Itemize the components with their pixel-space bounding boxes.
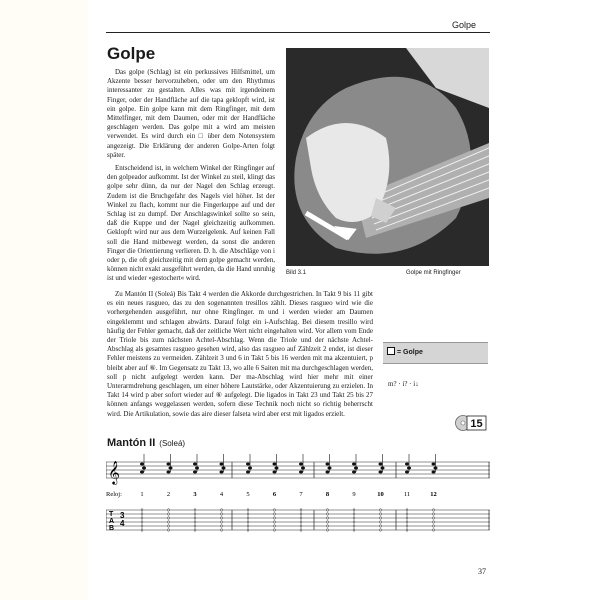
- chord-note: [326, 471, 330, 474]
- tab-fret: 0: [273, 515, 276, 521]
- header-rule: [106, 32, 490, 33]
- tab-fret: 0: [299, 519, 303, 525]
- chord-note: [379, 471, 383, 474]
- chord-note: [352, 463, 356, 466]
- tab-fret: 0: [220, 527, 223, 533]
- figure-caption: Golpe mit Ringfinger: [406, 270, 461, 276]
- paragraph-1: Das golpe (Schlag) ist ein perkussives Hilfsmittel, um Akzente besser hervorzuheben, oder um den Rhythmus interessanter zu gestalten. Alles was mit irgendeinem Finger, oder der Handfläche auf die tapa geklopft wird, ist ein golpe. Ein golpe kann mit dem Ringfinger, mit dem Mittelfinger, mit dem Daumen, oder mit der Handfläche geschlagen werden. Das golpe mit a wird am meisten verwendet. Es wird durch ein □ über dem Notensystem angezeigt. Die Erklärung der anderen Golpe-Arten folgt später.: [107, 68, 275, 159]
- tab-fret: 0: [352, 523, 356, 529]
- reloj-count: 10: [377, 491, 384, 498]
- tab-fret: 0: [273, 511, 276, 517]
- tab-fret: 0: [193, 515, 197, 521]
- tab-fret: 0: [220, 511, 223, 517]
- tab-fret: 0: [167, 519, 170, 525]
- tab-fret: 0: [432, 515, 435, 521]
- golpe-legend: = Golpe: [387, 347, 423, 356]
- reloj-count: 9: [352, 491, 356, 498]
- tab-letter: T: [109, 511, 114, 518]
- chord-note: [273, 471, 277, 474]
- tab-fret: 0: [246, 519, 250, 525]
- chord-note: [220, 463, 224, 466]
- tab-fret: 0: [140, 519, 144, 525]
- tab-letter: B: [109, 525, 115, 532]
- tab-fret: 0: [352, 515, 356, 521]
- tab-fret: 0: [273, 527, 276, 533]
- tab-fret: 0: [140, 523, 144, 529]
- tab-fret: 0: [299, 507, 303, 513]
- tab-fret: 0: [193, 527, 197, 533]
- tab-fret: 0: [432, 527, 435, 533]
- tab-fret: 0: [379, 527, 382, 533]
- tab-fret: 0: [220, 515, 223, 521]
- tab-fret: 0: [220, 507, 223, 513]
- fingering-note: m? · i? · i↓: [388, 380, 419, 388]
- tab-fret: 0: [246, 523, 250, 529]
- chord-note: [405, 471, 409, 474]
- chord-note: [352, 471, 356, 474]
- tab-fret: 0: [432, 507, 435, 513]
- tab-fret: 0: [140, 527, 144, 533]
- reloj-label: Reloj:: [106, 491, 122, 498]
- tab-fret: 0: [352, 507, 356, 513]
- guitar-photo: [286, 48, 489, 266]
- chord-note: [246, 471, 250, 474]
- tab-fret: 0: [405, 511, 409, 517]
- chord-note: [246, 463, 250, 466]
- tab-fret: 0: [326, 511, 329, 517]
- tab-fret: 0: [405, 523, 409, 529]
- tab-letter: A: [109, 518, 115, 525]
- tab-fret: 0: [167, 507, 170, 513]
- tab-fret: 0: [379, 507, 382, 513]
- page-number: 37: [478, 567, 486, 576]
- tab-fret: 0: [167, 511, 170, 517]
- tab-fret: 0: [299, 527, 303, 533]
- chord-note: [299, 471, 303, 474]
- paragraph-2: Entscheidend ist, in welchem Winkel der Ringfinger auf den golpeador aufkommt. Ist der Winkel zu steil, klingt das golpe sehr dünn, da nur der Nagel den Schlag erzeugt. Zudem ist die Bruchgefahr des Nagels viel höher. Ist der Winkel zu flach, kommt nur die Fingerkuppe auf und der Schlag ist zu dumpf. Der Anschlagswinkel sollte so sein, daß die Kuppe und der Nagel gleichzeitig aufkommen. Geklopft wird nur aus dem Wurzelgelenk. Auf keinen Fall soll die Hand mitbewegt werden, da sonst die anderen Finger die Orientierung verlieren. D. h. die Abschläge von i oder p, die oft gleichzeitig mit dem golpe gemacht werden, können nicht exakt ausgeführt werden, da die Hand unruhig ist und wieder »gestochert« wird.: [107, 164, 275, 283]
- tab-fret: 0: [352, 519, 356, 525]
- reloj-count: 3: [193, 491, 197, 498]
- section-title: Golpe: [107, 44, 156, 63]
- tab-fret: 0: [405, 527, 409, 533]
- tab-fret: 0: [299, 523, 303, 529]
- chord-note: [167, 463, 171, 466]
- tab-fret: 0: [326, 523, 329, 529]
- tab-fret: 0: [140, 507, 144, 513]
- tab-fret: 0: [379, 515, 382, 521]
- chord-note: [140, 463, 144, 466]
- tab-fret: 0: [326, 507, 329, 513]
- music-score: [106, 452, 490, 542]
- reloj-count: 8: [325, 491, 330, 498]
- tab-fret: 0: [352, 527, 356, 533]
- time-signature: 3: [120, 511, 125, 520]
- tab-fret: 0: [193, 511, 197, 517]
- tab-fret: 0: [167, 527, 170, 533]
- reloj-count: 2: [166, 491, 171, 498]
- chord-note: [432, 471, 436, 474]
- tab-fret: 0: [432, 511, 435, 517]
- intro-text: [107, 68, 275, 284]
- chord-note: [405, 463, 409, 466]
- chord-note: [273, 463, 277, 466]
- tab-fret: 0: [299, 515, 303, 521]
- tab-fret: 0: [326, 519, 329, 525]
- tab-fret: 0: [432, 519, 435, 525]
- reloj-count: 11: [403, 491, 411, 498]
- paragraph-3: Zu Mantón II (Soleá) Bis Takt 4 werden die Akkorde durchgestrichen. In Takt 9 bis 11 gibt es ein neues rasgueo, das zu den sogenannten tresillos zählt. Dieses rasgueo wird wie die vorhergehenden ausgeführt, nur ohne Ringfinger. m und i werden wieder am Daumen eingeklemmt und schlagen abwärts. Darauf folgt ein i-Aufschlag. Bei diesem tresillo wird häufig der Fehler gemacht, daß der zeitliche Wert nicht eingehalten wird. Vor allem vom Ende der Triole bis zum nächsten Achtel-Abschlag. Wenn die Triole und der nächste Achtel-Abschlag als gesamtes rasgueo gesehen wird, also das rasgueo auf Zählzeit 2 endet, ist dieser Fehler meistens zu vermeiden. Zählzeit 3 und 6 in Takt 5 bis 16 werden mit ma akzentuiert, p bleibt aber auf ⑥. Im Gegensatz zu Takt 13, wo alle 6 Saiten mit ma durchgeschlagen werden, soll p nicht aufgelegt werden kann. Der ma-Abschlag wird hier mehr mit einer Unterarmdrehung geschlagen, um einer höhere Lautstärke, oder Akzentuierung zu erzielen. In Takt 14 wird p aber sofort wieder auf ⑥ aufgelegt. Die ligados in Takt 23 und Takt 25 bis 27 können anfangs weggelassen werden, sofern diese Technik noch nicht so richtig beherrscht wird. Die Artikulation, sowie das aire dieser falseta wird aber erst mit ligados erzielt.: [107, 290, 373, 418]
- tab-fret: 0: [193, 519, 197, 525]
- chord-note: [193, 463, 197, 466]
- tab-fret: 0: [193, 507, 197, 513]
- time-signature: 4: [120, 519, 125, 528]
- chord-note: [220, 471, 224, 474]
- tab-fret: 0: [379, 511, 382, 517]
- golpe-box-icon: [387, 347, 395, 355]
- reloj-count: 6: [272, 491, 277, 498]
- tab-fret: 0: [405, 519, 409, 525]
- tab-fret: 0: [167, 523, 170, 529]
- tab-fret: 0: [273, 507, 276, 513]
- treble-clef-icon: 𝄞: [108, 460, 120, 484]
- tab-fret: 0: [246, 511, 250, 517]
- tab-fret: 0: [326, 527, 329, 533]
- tab-fret: 0: [299, 511, 303, 517]
- tab-fret: 0: [140, 511, 144, 517]
- tab-fret: 0: [246, 507, 250, 513]
- tab-fret: 0: [273, 519, 276, 525]
- tab-fret: 0: [352, 511, 356, 517]
- chord-note: [193, 471, 197, 474]
- tab-fret: 0: [432, 523, 435, 529]
- figure-number: Bild 3.1: [286, 270, 307, 276]
- tab-fret: 0: [220, 523, 223, 529]
- tab-fret: 0: [193, 523, 197, 529]
- cd-track-badge: [455, 415, 487, 431]
- tab-fret: 0: [273, 523, 276, 529]
- reloj-count: 5: [246, 491, 250, 498]
- chord-note: [379, 463, 383, 466]
- reloj-count: 7: [299, 491, 303, 498]
- tab-fret: 0: [379, 519, 382, 525]
- running-header: Golpe: [452, 20, 477, 30]
- chord-note: [432, 463, 436, 466]
- reloj-count: 4: [219, 491, 224, 498]
- tab-fret: 0: [246, 515, 250, 521]
- tab-fret: 0: [246, 527, 250, 533]
- tab-fret: 0: [379, 523, 382, 529]
- chord-note: [167, 471, 171, 474]
- tab-fret: 0: [405, 515, 409, 521]
- manton-paragraph: [107, 290, 373, 419]
- tab-fret: 0: [167, 515, 170, 521]
- reloj-count: 1: [140, 491, 144, 498]
- tab-fret: 0: [405, 507, 409, 513]
- cd-track-number: 15: [470, 418, 483, 430]
- chord-note: [299, 463, 303, 466]
- piece-title: Mantón II (Soleá): [107, 437, 186, 449]
- tab-fret: 0: [220, 519, 223, 525]
- chord-note: [140, 471, 144, 474]
- chord-note: [326, 463, 330, 466]
- tab-fret: 0: [326, 515, 329, 521]
- tab-fret: 0: [140, 515, 144, 521]
- reloj-count: 12: [430, 491, 437, 498]
